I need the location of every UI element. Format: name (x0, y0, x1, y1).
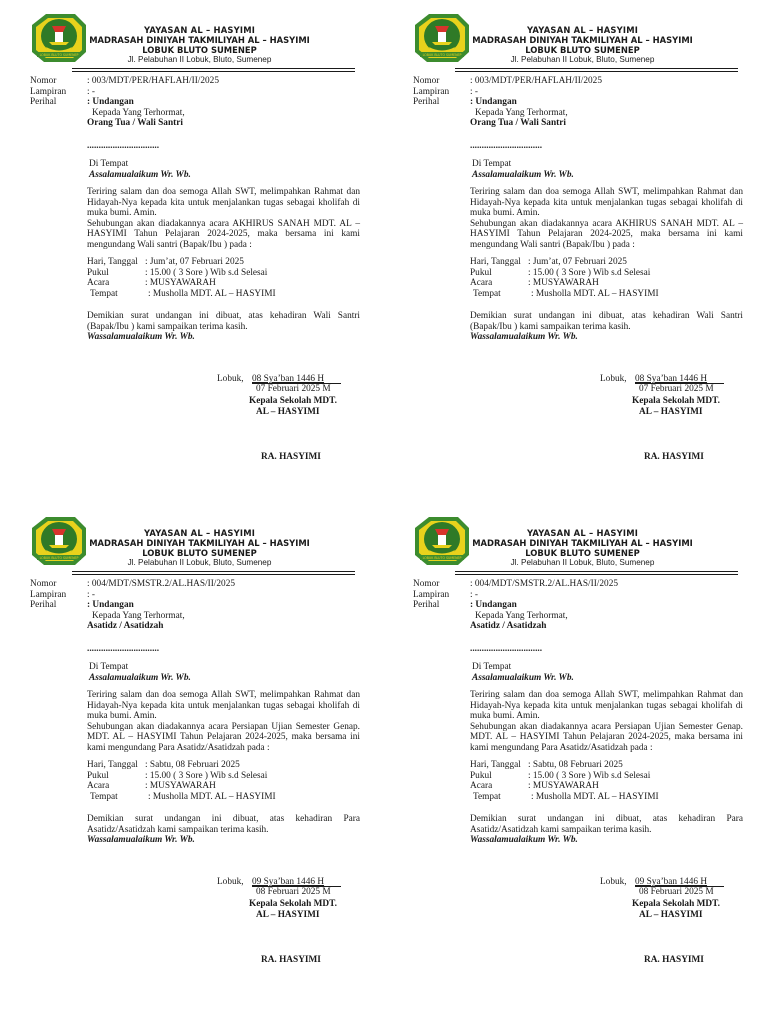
dotted-line: ............................... (470, 140, 543, 151)
invitation-letter (30, 515, 376, 985)
sign-title-1: Kepala Sekolah MDT. (632, 899, 720, 909)
event-date-label: Hari, Tanggal (470, 760, 521, 770)
event-date: : Sabtu, 08 Februari 2025 (528, 760, 623, 770)
nomor-value: : 004/MDT/SMSTR.2/AL.HAS/II/2025 (470, 579, 618, 589)
invitation-letter (30, 12, 376, 482)
event-date-label: Hari, Tanggal (87, 257, 138, 267)
signer-name: RA. HASYIMI (261, 955, 321, 965)
event-time: : 15.00 ( 3 Sore ) Wib s.d Selesai (528, 267, 651, 278)
event-place: : Musholla MDT. AL – HASYIMI (531, 288, 659, 299)
event-place-row (470, 289, 743, 300)
event-date-label: Hari, Tanggal (470, 257, 521, 267)
sign-date-masehi: 07 Februari 2025 M (256, 384, 331, 394)
paragraph-2: Sehubungan akan diadakannya acara Persiapan Ujian Semester Genap. MDT. AL – HASYIMI Tahun Pelajaran 2024-2025, maka bersama ini kami mengundang Para Asatidz/Asatidzah pada : (470, 721, 743, 753)
letter-body (413, 76, 743, 343)
nomor-value: : 004/MDT/SMSTR.2/AL.HAS/II/2025 (87, 579, 235, 589)
lampiran-row (413, 590, 743, 601)
lampiran-label: Lampiran (30, 86, 67, 97)
location-name: LOBUK BLUTO SUMENEP (525, 45, 640, 55)
logo-text: LOBUK BLUTO SUMENEP (422, 556, 462, 560)
opening-salam: Assalamualaikum Wr. Wb. (472, 672, 574, 683)
letterhead-rule (455, 571, 738, 572)
nomor-row (30, 579, 360, 590)
paragraph-2: Sehubungan akan diadakannya acara AKHIRUS SANAH MDT. AL – HASYIMI Tahun Pelajaran 2024-2025, maka bersama ini kami mengundang Wali santri (Bapak/Ibu ) pada : (87, 218, 360, 250)
event-place: : Musholla MDT. AL – HASYIMI (531, 791, 659, 802)
lampiran-value: : - (470, 589, 479, 600)
signer-name: RA. HASYIMI (261, 452, 321, 462)
sign-title-2: AL – HASYIMI (256, 407, 320, 417)
sign-title-1: Kepala Sekolah MDT. (249, 396, 337, 406)
sign-date-masehi: 08 Februari 2025 M (639, 887, 714, 897)
event-agenda-row (87, 278, 360, 289)
event-agenda-label: Acara (87, 278, 110, 288)
lampiran-label: Lampiran (30, 589, 67, 600)
foundation-name: YAYASAN AL – HASYIMI (143, 25, 256, 35)
letterhead-rule-thin (72, 574, 355, 575)
closing-salam: Wassalamualaikum Wr. Wb. (470, 835, 578, 845)
di-tempat: Di Tempat (472, 159, 512, 169)
perihal-row (30, 600, 360, 611)
paragraph-3: Demikian surat undangan ini dibuat, atas kehadiran Para Asatidz/Asatidzah kami sampaikan terima kasih. (470, 814, 743, 835)
event-agenda: : MUSYAWARAH (528, 278, 599, 288)
letterhead-rule-thin (72, 71, 355, 72)
sign-date-hijri: 09 Sya’ban 1446 H (635, 877, 708, 887)
letter-body (30, 579, 360, 846)
salutation-to: Kepada Yang Terhormat, (92, 610, 185, 621)
paragraph-1: Teriring salam dan doa semoga Allah SWT, melimpahkan Rahmat dan Hidayah-Nya kepada kita untuk menjalankan tugas sebagai kholifah di muka bumi. Amin. (87, 187, 360, 218)
madrasah-name: MADRASAH DINIYAH TAKMILIYAH AL – HASYIMI (472, 538, 693, 548)
perihal-row (413, 97, 743, 108)
lampiran-label: Lampiran (413, 589, 450, 600)
event-time: : 15.00 ( 3 Sore ) Wib s.d Selesai (145, 770, 268, 781)
sign-place: Lobuk, (600, 877, 627, 887)
recipient: Orang Tua / Wali Santri (470, 118, 566, 128)
sign-date-masehi: 07 Februari 2025 M (639, 384, 714, 394)
perihal-label: Perihal (30, 600, 57, 610)
letterhead-rule (72, 571, 355, 572)
perihal-value: : Undangan (470, 600, 517, 610)
signer-name: RA. HASYIMI (644, 955, 704, 965)
nomor-label: Nomor (30, 76, 57, 86)
event-agenda-row (87, 781, 360, 792)
paragraph-1: Teriring salam dan doa semoga Allah SWT, melimpahkan Rahmat dan Hidayah-Nya kepada kita untuk menjalankan tugas sebagai kholifah di muka bumi. Amin. (87, 690, 360, 721)
event-agenda-row (470, 781, 743, 792)
event-time-row (470, 268, 743, 279)
paragraph-1: Teriring salam dan doa semoga Allah SWT, melimpahkan Rahmat dan Hidayah-Nya kepada kita untuk menjalankan tugas sebagai kholifah di muka bumi. Amin. (470, 690, 743, 721)
location-name: LOBUK BLUTO SUMENEP (142, 45, 257, 55)
address: Jl. Pelabuhan II Lobuk, Bluto, Sumenep (510, 558, 655, 567)
di-tempat: Di Tempat (89, 662, 129, 672)
location-name: LOBUK BLUTO SUMENEP (142, 548, 257, 558)
foundation-name: YAYASAN AL – HASYIMI (526, 25, 639, 35)
letterhead (455, 25, 710, 65)
logo-text: LOBUK BLUTO SUMENEP (39, 53, 79, 57)
lampiran-row (30, 590, 360, 601)
sign-title-1: Kepala Sekolah MDT. (632, 396, 720, 406)
event-date: : Sabtu, 08 Februari 2025 (145, 760, 240, 770)
event-time: : 15.00 ( 3 Sore ) Wib s.d Selesai (145, 267, 268, 278)
event-agenda: : MUSYAWARAH (145, 781, 216, 791)
di-tempat: Di Tempat (89, 159, 129, 169)
address: Jl. Pelabuhan II Lobuk, Bluto, Sumenep (127, 558, 272, 567)
sign-place: Lobuk, (217, 877, 244, 887)
event-place-row (87, 792, 360, 803)
foundation-name: YAYASAN AL – HASYIMI (526, 528, 639, 538)
closing-salam: Wassalamualaikum Wr. Wb. (87, 332, 195, 342)
signer-name: RA. HASYIMI (644, 452, 704, 462)
sign-place: Lobuk, (217, 374, 244, 384)
closing-salam: Wassalamualaikum Wr. Wb. (470, 332, 578, 342)
address: Jl. Pelabuhan II Lobuk, Bluto, Sumenep (510, 55, 655, 64)
paragraph-3: Demikian surat undangan ini dibuat, atas kehadiran Wali Santri (Bapak/Ibu ) kami sampaikan terima kasih. (470, 311, 743, 332)
nomor-label: Nomor (413, 76, 440, 86)
closing-salam: Wassalamualaikum Wr. Wb. (87, 835, 195, 845)
event-time-label: Pukul (470, 770, 492, 781)
event-date-row (87, 257, 360, 268)
event-date: : Jum’at, 07 Februari 2025 (528, 257, 627, 267)
event-date-row (470, 760, 743, 771)
perihal-row (30, 97, 360, 108)
nomor-row (413, 579, 743, 590)
event-date-label: Hari, Tanggal (87, 760, 138, 770)
nomor-value: : 003/MDT/PER/HAFLAH/II/2025 (87, 76, 219, 86)
nomor-row (30, 76, 360, 87)
sign-date-hijri: 08 Sya’ban 1446 H (635, 374, 708, 384)
event-time-label: Pukul (470, 267, 492, 278)
perihal-row (413, 600, 743, 611)
letter-body (413, 579, 743, 846)
location-name: LOBUK BLUTO SUMENEP (525, 548, 640, 558)
event-agenda-label: Acara (470, 278, 493, 288)
madrasah-name: MADRASAH DINIYAH TAKMILIYAH AL – HASYIMI (89, 538, 310, 548)
recipient: Asatidz / Asatidzah (470, 621, 547, 631)
lampiran-row (30, 87, 360, 98)
nomor-value: : 003/MDT/PER/HAFLAH/II/2025 (470, 76, 602, 86)
letterhead (72, 25, 327, 65)
event-agenda: : MUSYAWARAH (528, 781, 599, 791)
letterhead-rule (455, 68, 738, 69)
foundation-name: YAYASAN AL – HASYIMI (143, 528, 256, 538)
sign-title-1: Kepala Sekolah MDT. (249, 899, 337, 909)
event-time-label: Pukul (87, 267, 109, 278)
event-place-label: Tempat (90, 288, 118, 299)
event-agenda-label: Acara (87, 781, 110, 791)
paragraph-3: Demikian surat undangan ini dibuat, atas kehadiran Wali Santri (Bapak/Ibu ) kami sampaikan terima kasih. (87, 311, 360, 332)
event-place-row (470, 792, 743, 803)
sign-place: Lobuk, (600, 374, 627, 384)
sign-title-2: AL – HASYIMI (256, 910, 320, 920)
opening-salam: Assalamualaikum Wr. Wb. (89, 169, 191, 180)
event-date-row (87, 760, 360, 771)
sign-date-masehi: 08 Februari 2025 M (256, 887, 331, 897)
sign-date-hijri: 08 Sya’ban 1446 H (252, 374, 325, 384)
event-date: : Jum’at, 07 Februari 2025 (145, 257, 244, 267)
perihal-value: : Undangan (87, 97, 134, 107)
lampiran-row (413, 87, 743, 98)
sign-title-2: AL – HASYIMI (639, 407, 703, 417)
invitation-letter (413, 515, 759, 985)
event-place: : Musholla MDT. AL – HASYIMI (148, 288, 276, 299)
event-time: : 15.00 ( 3 Sore ) Wib s.d Selesai (528, 770, 651, 781)
lampiran-label: Lampiran (413, 86, 450, 97)
event-time-row (87, 771, 360, 782)
event-place-row (87, 289, 360, 300)
madrasah-name: MADRASAH DINIYAH TAKMILIYAH AL – HASYIMI (89, 35, 310, 45)
lampiran-value: : - (87, 589, 96, 600)
logo-text: LOBUK BLUTO SUMENEP (422, 53, 462, 57)
madrasah-name: MADRASAH DINIYAH TAKMILIYAH AL – HASYIMI (472, 35, 693, 45)
event-place-label: Tempat (473, 791, 501, 802)
event-agenda: : MUSYAWARAH (145, 278, 216, 288)
recipient: Orang Tua / Wali Santri (87, 118, 183, 128)
letterhead (455, 528, 710, 568)
perihal-label: Perihal (413, 97, 440, 107)
letterhead (72, 528, 327, 568)
event-time-label: Pukul (87, 770, 109, 781)
paragraph-2: Sehubungan akan diadakannya acara AKHIRUS SANAH MDT. AL – HASYIMI Tahun Pelajaran 2024-2025, maka bersama ini kami mengundang Wali santri (Bapak/Ibu ) pada : (470, 218, 743, 250)
salutation-to: Kepada Yang Terhormat, (475, 610, 568, 621)
event-date-row (470, 257, 743, 268)
letter-body (30, 76, 360, 343)
letterhead-rule (72, 68, 355, 69)
perihal-value: : Undangan (470, 97, 517, 107)
letterhead-rule-thin (455, 574, 738, 575)
address: Jl. Pelabuhan II Lobuk, Bluto, Sumenep (127, 55, 272, 64)
sign-title-2: AL – HASYIMI (639, 910, 703, 920)
event-place-label: Tempat (473, 288, 501, 299)
event-time-row (470, 771, 743, 782)
letterhead-rule-thin (455, 71, 738, 72)
paragraph-2: Sehubungan akan diadakannya acara Persiapan Ujian Semester Genap. MDT. AL – HASYIMI Tahun Pelajaran 2024-2025, maka bersama ini kami mengundang Para Asatidz/Asatidzah pada : (87, 721, 360, 753)
nomor-row (413, 76, 743, 87)
event-time-row (87, 268, 360, 279)
recipient: Asatidz / Asatidzah (87, 621, 164, 631)
salutation-to: Kepada Yang Terhormat, (475, 107, 568, 118)
paragraph-1: Teriring salam dan doa semoga Allah SWT, melimpahkan Rahmat dan Hidayah-Nya kepada kita untuk menjalankan tugas sebagai kholifah di muka bumi. Amin. (470, 187, 743, 218)
lampiran-value: : - (470, 86, 479, 97)
opening-salam: Assalamualaikum Wr. Wb. (472, 169, 574, 180)
dotted-line: ............................... (470, 643, 543, 654)
nomor-label: Nomor (413, 579, 440, 589)
perihal-label: Perihal (30, 97, 57, 107)
paragraph-3: Demikian surat undangan ini dibuat, atas kehadiran Para Asatidz/Asatidzah kami sampaikan terima kasih. (87, 814, 360, 835)
nomor-label: Nomor (30, 579, 57, 589)
logo-text: LOBUK BLUTO SUMENEP (39, 556, 79, 560)
event-place: : Musholla MDT. AL – HASYIMI (148, 791, 276, 802)
perihal-label: Perihal (413, 600, 440, 610)
event-agenda-row (470, 278, 743, 289)
perihal-value: : Undangan (87, 600, 134, 610)
dotted-line: ............................... (87, 643, 160, 654)
salutation-to: Kepada Yang Terhormat, (92, 107, 185, 118)
opening-salam: Assalamualaikum Wr. Wb. (89, 672, 191, 683)
lampiran-value: : - (87, 86, 96, 97)
event-place-label: Tempat (90, 791, 118, 802)
invitation-letter (413, 12, 759, 482)
sign-date-hijri: 09 Sya’ban 1446 H (252, 877, 325, 887)
event-agenda-label: Acara (470, 781, 493, 791)
dotted-line: ............................... (87, 140, 160, 151)
di-tempat: Di Tempat (472, 662, 512, 672)
